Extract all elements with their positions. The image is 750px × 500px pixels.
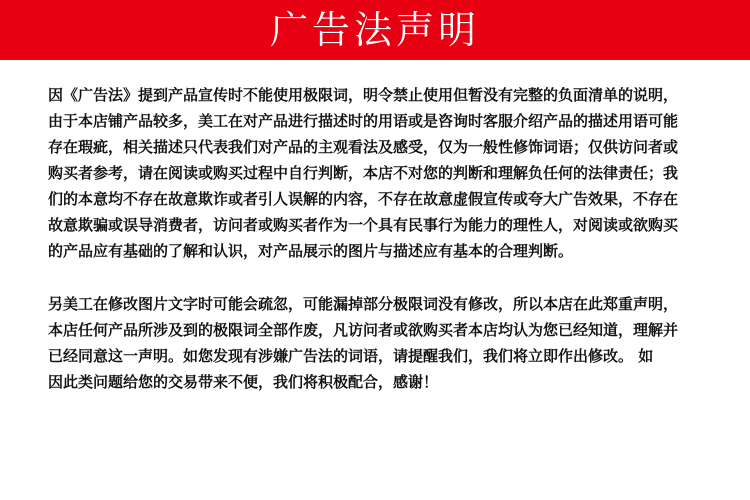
page-title: 广告法声明 <box>269 8 480 52</box>
paragraph-line: 已经同意这一声明。如您发现有涉嫌广告法的词语，请提醒我们，我们将立即作出修改。 如 <box>48 347 654 365</box>
paragraph-line: 们的本意均不存在故意欺诈或者引人误解的内容，不存在故意虚假宣传或夸大广告效果，不存在 <box>48 190 679 208</box>
paragraph-line: 另美工在修改图片文字时可能会疏忽，可能漏掉部分极限词没有修改，所以本店在此郑重声明， <box>48 295 679 313</box>
paragraph-line: 的产品应有基础的了解和认识，对产品展示的图片与描述应有基本的合理判断。 <box>48 242 574 260</box>
paragraph-2 <box>48 291 708 395</box>
paragraph-1 <box>48 82 708 264</box>
statement-body <box>48 82 708 395</box>
paragraph-line: 因《广告法》提到产品宣传时不能使用极限词，明令禁止使用但暂没有完整的负面清单的说明， <box>48 86 679 104</box>
paragraph-line: 因此类问题给您的交易带来不便，我们将积极配合，感谢！ <box>48 373 439 391</box>
paragraph-line: 存在瑕疵，相关描述只代表我们对产品的主观看法及感受，仅为一般性修饰词语；仅供访问者或 <box>48 138 679 156</box>
paragraph-line: 由于本店铺产品较多，美工在对产品进行描述时的用语或是咨询时客服介绍产品的描述用语可能 <box>48 112 679 130</box>
paragraph-line: 购买者参考，请在阅读或购买过程中自行判断，本店不对您的判断和理解负任何的法律责任；我 <box>48 164 679 182</box>
paragraph-line: 本店任何产品所涉及到的极限词全部作废，凡访问者或欲购买者本店均认为您已经知道，理解并 <box>48 321 679 339</box>
title-banner <box>0 0 750 60</box>
paragraph-gap <box>48 264 708 291</box>
paragraph-line: 故意欺骗或误导消费者，访问者或购买者作为一个具有民事行为能力的理性人，对阅读或欲购买 <box>48 216 679 234</box>
